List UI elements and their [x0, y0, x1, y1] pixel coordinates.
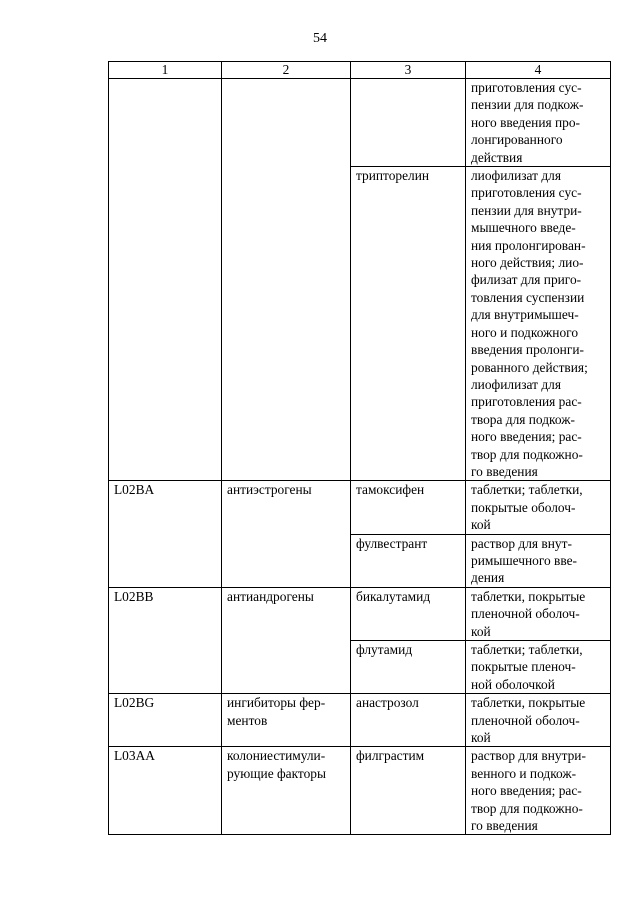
- dosage-form-line: раствор для внут-: [471, 535, 572, 551]
- dosage-form-line: таблетки; таблетки,: [471, 482, 583, 498]
- dosage-form-line: пензии для внутри-: [471, 202, 582, 218]
- dosage-form-line: раствор для внутри-: [471, 748, 586, 764]
- drug-name: тамоксифен: [356, 482, 425, 498]
- dosage-form-line: таблетки, покрытые: [471, 695, 586, 711]
- page-number: 54: [313, 31, 327, 46]
- group-name-line: ингибиторы фер-: [227, 695, 326, 711]
- column-number-2: 2: [222, 62, 351, 79]
- drug-name: анастрозол: [356, 695, 419, 711]
- dosage-form-line: венного и подкож-: [471, 765, 577, 781]
- drug-cell: [351, 79, 466, 167]
- group-name-line: колониестимули-: [227, 748, 326, 764]
- atc-code-cell: [109, 587, 222, 693]
- dosage-form-line: таблетки; таблетки,: [471, 642, 583, 657]
- dosage-form-line: кой: [471, 730, 491, 746]
- drug-cell: [351, 587, 466, 640]
- atc-code-cell: [109, 694, 222, 747]
- drug-name: фулвестрант: [356, 535, 428, 551]
- dosage-form-line: го введения: [471, 463, 538, 479]
- dosage-form-line: ного введения про-: [471, 114, 581, 130]
- drug-cell: [351, 641, 466, 694]
- dosage-form-line: лиофилизат для: [471, 168, 561, 184]
- dosage-form-line: пленочной оболоч-: [471, 606, 580, 622]
- atc-code: L03AA: [114, 748, 155, 764]
- table-row: [109, 79, 611, 167]
- dosage-form-cell: [466, 534, 611, 587]
- atc-code: L02BA: [114, 482, 155, 498]
- dosage-form-cell: [466, 167, 611, 481]
- dosage-form-line: ной оболочкой: [471, 676, 555, 692]
- table-row: [109, 481, 611, 534]
- drug-cell: [351, 694, 466, 747]
- table-row: [109, 587, 611, 640]
- drug-table: [108, 61, 611, 835]
- dosage-form-line: действия: [471, 149, 523, 165]
- group-name-line: антиандрогены: [227, 588, 314, 604]
- atc-code: L02BB: [114, 588, 154, 604]
- group-cell: [222, 694, 351, 747]
- dosage-form-line: лиофилизат для: [471, 376, 561, 392]
- atc-code-cell: [109, 481, 222, 587]
- dosage-form-line: твор для подкожно-: [471, 446, 583, 462]
- dosage-form-line: товления суспензии: [471, 289, 585, 305]
- dosage-form-line: для внутримышеч-: [471, 307, 579, 323]
- column-number-4: 4: [466, 62, 611, 79]
- dosage-form-line: ного введения; рас-: [471, 429, 582, 445]
- drug-cell: [351, 481, 466, 534]
- dosage-form-line: го введения: [471, 818, 538, 834]
- table-row: [109, 694, 611, 747]
- drug-cell: [351, 747, 466, 835]
- dosage-form-cell: [466, 79, 611, 167]
- drug-name: бикалутамид: [356, 588, 431, 604]
- dosage-form-line: ного и подкожного: [471, 324, 579, 340]
- dosage-form-line: римышечного вве-: [471, 552, 578, 568]
- column-number-1: 1: [109, 62, 222, 79]
- dosage-form-line: кой: [471, 517, 491, 533]
- drug-name: трипторелин: [356, 168, 430, 184]
- atc-code-cell: [109, 747, 222, 835]
- dosage-form-cell: [466, 587, 611, 640]
- dosage-form-line: введения пролонги-: [471, 342, 584, 358]
- dosage-form-cell: [466, 641, 611, 694]
- dosage-form-line: твора для подкож-: [471, 411, 575, 427]
- group-cell: [222, 587, 351, 693]
- dosage-form-cell: [466, 694, 611, 747]
- group-name-line: рующие факторы: [227, 765, 326, 781]
- dosage-form-line: покрытые оболоч-: [471, 499, 576, 515]
- drug-cell: [351, 167, 466, 481]
- code-cell: [109, 79, 222, 481]
- dosage-form-line: пензии для подкож-: [471, 97, 584, 113]
- dosage-form-line: приготовления рас-: [471, 394, 582, 410]
- column-number-row: [109, 62, 611, 79]
- dosage-form-line: кой: [471, 623, 491, 639]
- drug-name: филграстим: [356, 748, 425, 764]
- group-name-line: антиэстрогены: [227, 482, 312, 498]
- dosage-form-cell: [466, 747, 611, 835]
- dosage-form-line: мышечного введе-: [471, 220, 576, 236]
- dosage-form-line: покрытые пленоч-: [471, 659, 576, 675]
- dosage-form-line: твор для подкожно-: [471, 800, 583, 816]
- dosage-form-line: ния пролонгирован-: [471, 237, 586, 253]
- dosage-form-line: рованного действия;: [471, 359, 588, 375]
- group-cell: [222, 79, 351, 481]
- dosage-form-line: ного введения; рас-: [471, 783, 582, 799]
- dosage-form-line: филизат для приго-: [471, 272, 582, 288]
- dosage-form-line: приготовления сус-: [471, 80, 582, 95]
- drug-name: флутамид: [356, 642, 413, 657]
- dosage-form-line: приготовления сус-: [471, 185, 582, 201]
- dosage-form-line: лонгированного: [471, 132, 563, 148]
- group-name-line: ментов: [227, 712, 268, 728]
- atc-code: L02BG: [114, 695, 155, 711]
- column-number-3: 3: [351, 62, 466, 79]
- dosage-form-line: таблетки, покрытые: [471, 588, 586, 604]
- table-row: [109, 747, 611, 835]
- group-cell: [222, 481, 351, 587]
- group-cell: [222, 747, 351, 835]
- dosage-form-line: ного действия; лио-: [471, 255, 584, 271]
- dosage-form-cell: [466, 481, 611, 534]
- dosage-form-line: дения: [471, 570, 505, 586]
- drug-cell: [351, 534, 466, 587]
- dosage-form-line: пленочной оболоч-: [471, 712, 580, 728]
